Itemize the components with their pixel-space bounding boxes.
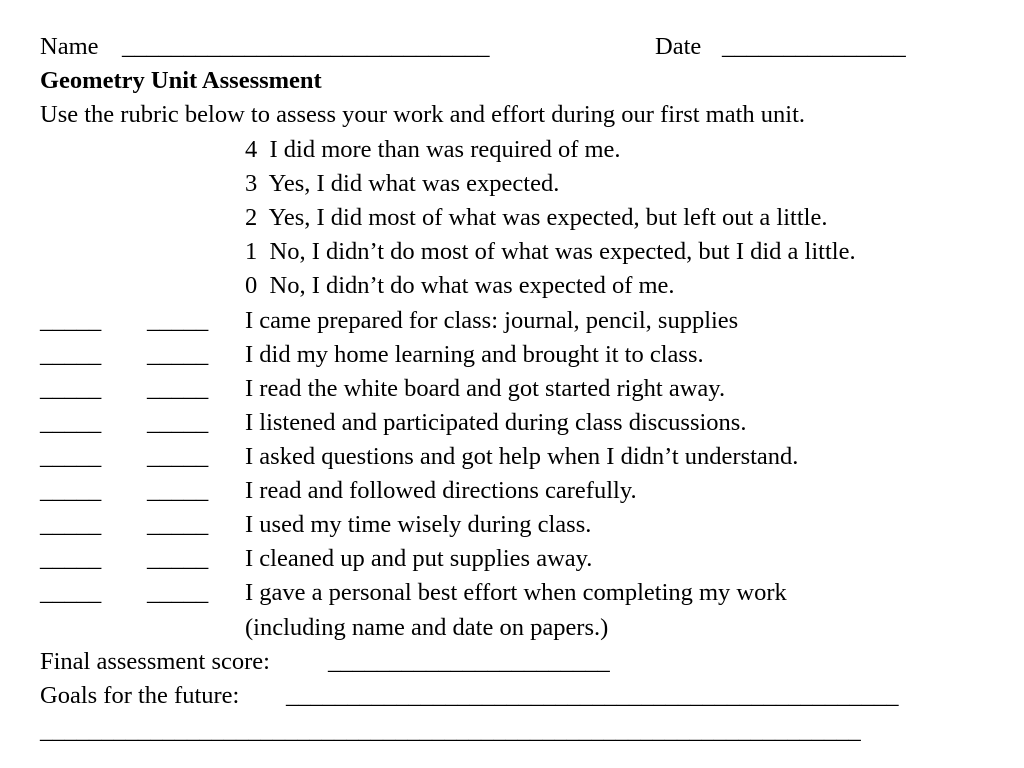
rubric-score: 0 (245, 272, 258, 299)
rubric-text: Yes, I did most of what was expected, but left out a little. (268, 204, 828, 231)
teacher-score-blank: _____ (147, 443, 209, 470)
name-blank: ______________________________ (122, 33, 490, 60)
self-score-blank: _____ (40, 579, 102, 606)
teacher-score-blank: _____ (147, 307, 209, 334)
goals-label: Goals for the future: (40, 682, 240, 709)
rubric-item-3 (245, 169, 559, 199)
instructions-text: Use the rubric below to assess your work and effort during our first math unit. (40, 101, 806, 128)
name-label: Name (40, 33, 99, 60)
final-score-blank: _______________________ (328, 648, 610, 675)
self-score-blank: _____ (40, 375, 102, 402)
criterion-text: I read and followed directions carefully. (245, 477, 637, 504)
self-score-blank: _____ (40, 341, 102, 368)
rubric-item-0 (245, 271, 675, 301)
rubric-text: I did more than was required of me. (269, 136, 621, 163)
teacher-score-blank: _____ (147, 511, 209, 538)
rubric-text: No, I didn’t do most of what was expected, but I did a little. (269, 238, 856, 265)
goals-extra-blank: ___________________________________________________________________ (40, 717, 861, 744)
criterion-text: I read the white board and got started right away. (245, 375, 726, 402)
criterion-text: I did my home learning and brought it to class. (245, 341, 704, 368)
date-label: Date (655, 33, 702, 60)
rubric-item-4 (245, 135, 621, 165)
self-score-blank: _____ (40, 409, 102, 436)
rubric-score: 1 (245, 238, 258, 265)
rubric-score: 3 (245, 170, 258, 197)
rubric-item-1 (245, 237, 856, 267)
self-score-blank: _____ (40, 307, 102, 334)
rubric-text: No, I didn’t do what was expected of me. (269, 272, 675, 299)
self-score-blank: _____ (40, 443, 102, 470)
date-blank: _______________ (722, 33, 906, 60)
teacher-score-blank: _____ (147, 545, 209, 572)
teacher-score-blank: _____ (147, 477, 209, 504)
criterion-text: I asked questions and got help when I didn’t understand. (245, 443, 799, 470)
rubric-score: 2 (245, 204, 258, 231)
self-score-blank: _____ (40, 545, 102, 572)
criterion-text: I used my time wisely during class. (245, 511, 592, 538)
criterion-text: I listened and participated during class discussions. (245, 409, 747, 436)
teacher-score-blank: _____ (147, 375, 209, 402)
criterion-text: I came prepared for class: journal, pencil, supplies (245, 307, 739, 334)
teacher-score-blank: _____ (147, 341, 209, 368)
final-score-label: Final assessment score: (40, 648, 270, 675)
rubric-score: 4 (245, 136, 258, 163)
criterion-text: I gave a personal best effort when completing my work (245, 579, 787, 606)
page-title: Geometry Unit Assessment (40, 67, 322, 94)
criterion-continuation: (including name and date on papers.) (245, 614, 609, 641)
self-score-blank: _____ (40, 511, 102, 538)
goals-blank: __________________________________________________ (286, 682, 899, 709)
criterion-text: I cleaned up and put supplies away. (245, 545, 593, 572)
rubric-item-2 (245, 203, 827, 233)
teacher-score-blank: _____ (147, 579, 209, 606)
self-score-blank: _____ (40, 477, 102, 504)
rubric-text: Yes, I did what was expected. (268, 170, 560, 197)
teacher-score-blank: _____ (147, 409, 209, 436)
